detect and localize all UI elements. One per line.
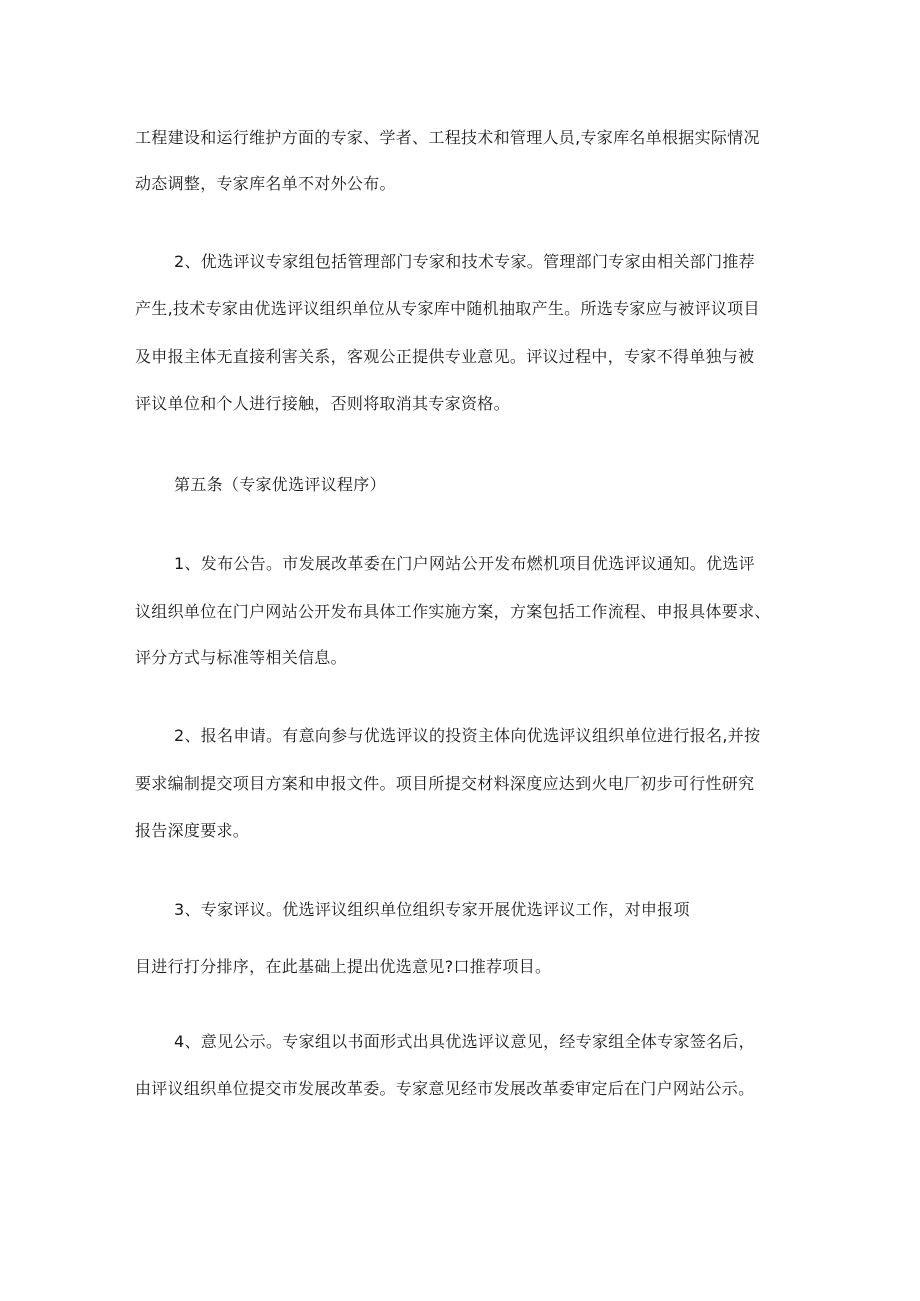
text-line: 工程建设和运行维护方面的专家、学者、工程技术和管理人员,专家库名单根据实际情况 <box>135 128 760 147</box>
text-line: 1、发布公告。市发展改革委在门户网站公开发布燃机项目优选评议通知。优选评 <box>174 554 755 573</box>
section-heading: 第五条（专家优选评议程序） <box>174 475 386 494</box>
text-line: 产生,技术专家由优选评议组织单位从专家库中随机抽取产生。所选专家应与被评议项目 <box>135 299 760 318</box>
text-line: 目进行打分排序，在此基础上提出优选意见?口推荐项目。 <box>135 957 552 976</box>
text-line: 议组织单位在门户网站公开发布具体工作实施方案，方案包括工作流程、申报具体要求、 <box>135 602 771 621</box>
text-line: 由评议组织单位提交市发展改革委。专家意见经市发展改革委审定后在门户网站公示。 <box>135 1079 755 1098</box>
text-line: 报告深度要求。 <box>135 821 250 840</box>
text-line: 3、专家评议。优选评议组织单位组织专家开展优选评议工作，对申报项 <box>174 900 690 919</box>
text-line: 4、意见公示。专家组以书面形式出具优选评议意见，经专家组全体专家签名后， <box>174 1032 755 1051</box>
text-line: 及申报主体无直接利害关系，客观公正提供专业意见。评议过程中，专家不得单独与被 <box>135 347 755 366</box>
text-line: 评分方式与标准等相关信息。 <box>135 648 347 667</box>
text-line: 2、优选评议专家组包括管理部门专家和技术专家。管理部门专家由相关部门推荐 <box>174 252 755 271</box>
text-line: 要求编制提交项目方案和申报文件。项目所提交材料深度应达到火电厂初步可行性研究 <box>135 774 755 793</box>
text-line: 2、报名申请。有意向参与优选评议的投资主体向优选评议组织单位进行报名,并按 <box>174 726 761 745</box>
text-line: 评议单位和个人进行接触，否则将取消其专家资格。 <box>135 394 510 413</box>
text-line: 动态调整，专家库名单不对外公布。 <box>135 174 396 193</box>
